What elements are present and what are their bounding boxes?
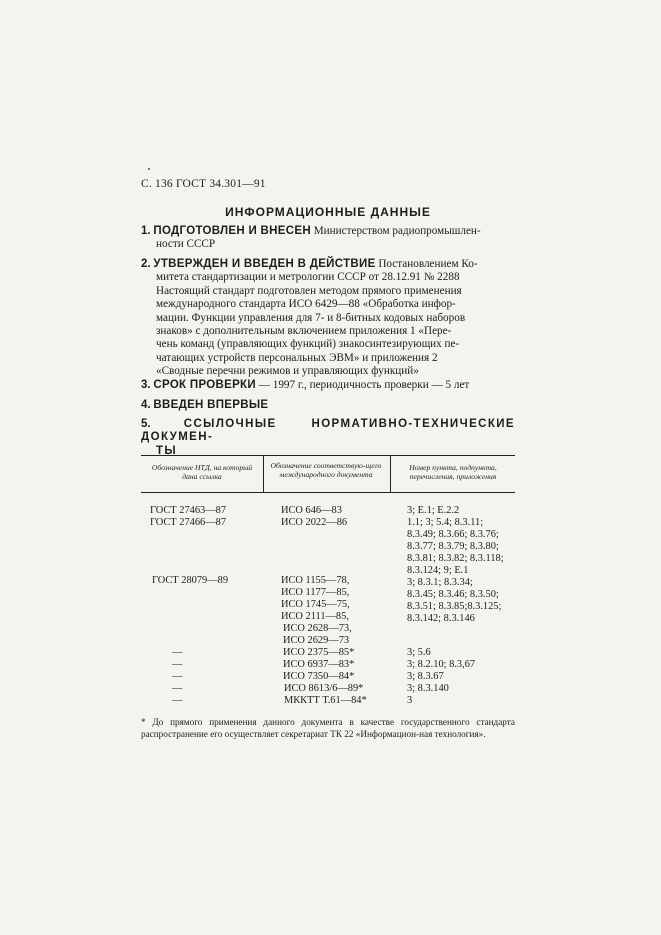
- item-number: 3.: [141, 379, 151, 391]
- item-number: 2.: [141, 258, 151, 270]
- table-cell-international: ИСО 6937—83*: [283, 659, 355, 670]
- table-cell-international: ИСО 2628—73,: [283, 623, 352, 634]
- item-text: знаков» с дополнительным включением приложения 1 «Пере-: [156, 325, 452, 338]
- item-4: [141, 399, 515, 412]
- table-cell-ntd: —: [172, 695, 183, 706]
- table-cell-ntd: —: [172, 671, 183, 682]
- footnote: * До прямого применения данного документа в качестве государственного стандарта распространение его осуществляет секретариат ТК 22 «Информацион-ная технология».: [141, 717, 515, 739]
- table-header-rule: [141, 492, 515, 493]
- item-text: чатающих устройств персональных ЭВМ» и приложения 2: [156, 351, 438, 364]
- item-text: митета стандартизации и метрологии СССР от 28.12.91 № 2288: [156, 271, 460, 284]
- table-cell-clause: 8.3.77; 8.3.79; 8.3.80;: [407, 541, 499, 552]
- table-cell-clause: 8.3.51; 8.3.85;8.3.125;: [407, 601, 502, 612]
- table-cell-clause: 3; Е.1; Е.2.2: [407, 505, 460, 516]
- table-cell-international: ИСО 1745—75,: [281, 599, 350, 610]
- table-header-clause: Номер пункта, подпункта, перечисления, приложения: [409, 463, 497, 481]
- scan-speck: [148, 168, 150, 170]
- table-header-ntd: Обозначение НТД, на который дана ссылка: [151, 463, 253, 481]
- section-title: ИНФОРМАЦИОННЫЕ ДАННЫЕ: [225, 205, 431, 219]
- table-cell-clause: 8.3.81; 8.3.82; 8.3.118;: [407, 553, 504, 564]
- table-cell-international: ИСО 2629—73: [283, 635, 350, 646]
- table-cell-ntd: —: [172, 659, 183, 670]
- table-cell-clause: 3; 8.3.67: [407, 671, 444, 682]
- table-column-divider: [263, 455, 264, 492]
- item-number: 1.: [141, 225, 151, 237]
- table-cell-international: ИСО 2375—85*: [283, 647, 355, 658]
- item-2: [141, 258, 515, 379]
- item-text: международного стандарта ИСО 6429—88 «Обработка инфор-: [156, 298, 456, 311]
- table-column-divider: [390, 455, 391, 492]
- item-keyword-continued: ТЫ: [156, 444, 178, 457]
- table-cell-clause: 8.3.45; 8.3.46; 8.3.50;: [407, 589, 499, 600]
- item-keyword: ПОДГОТОВЛЕН И ВНЕСЕН: [153, 225, 311, 237]
- table-cell-international: ИСО 7350—84*: [283, 671, 355, 682]
- table-cell-international: ИСО 646—83: [281, 505, 342, 516]
- page-header: С. 136 ГОСТ 34.301—91: [141, 178, 266, 190]
- item-text: ности СССР: [156, 238, 216, 251]
- item-text: чень команд (управляющих функций) знакосинтезирующих пе-: [156, 338, 460, 351]
- table-cell-clause: 3; 8.2.10; 8.3,67: [407, 659, 476, 670]
- table-cell-clause: 8.3.142; 8.3.146: [407, 613, 475, 624]
- table-cell-international: ИСО 8613/6—89*: [284, 683, 364, 694]
- table-cell-ntd: —: [172, 647, 183, 658]
- table-cell-ntd: ГОСТ 27466—87: [150, 517, 227, 528]
- item-text: мации. Функции управления для 7- и 8-битных кодовых наборов: [156, 311, 466, 324]
- table-cell-international: ИСО 1155—78,: [281, 575, 350, 586]
- table-cell-international: ИСО 2022—86: [281, 517, 348, 528]
- table-cell-ntd: ГОСТ 27463—87: [150, 505, 227, 516]
- item-keyword: УТВЕРЖДЕН И ВВЕДЕН В ДЕЙСТВИЕ: [153, 258, 376, 270]
- item-keyword: СРОК ПРОВЕРКИ: [153, 379, 256, 391]
- table-cell-international: МККТТ Т.61—84*: [284, 695, 367, 706]
- item-3: [141, 379, 515, 392]
- table-cell-international: ИСО 2111—85,: [281, 611, 349, 622]
- table-cell-clause: 3; 8.3.140: [407, 683, 449, 694]
- table-cell-clause: 8.3.49; 8.3.66; 8.3.76;: [407, 529, 499, 540]
- table-cell-international: ИСО 1177—85,: [281, 587, 350, 598]
- item-text: «Сводные перечни режимов и управляющих функций»: [156, 365, 419, 378]
- table-cell-clause: 1.1; 3; 5.4; 8.3.11;: [407, 517, 484, 528]
- item-text: Настоящий стандарт подготовлен методом прямого применения: [156, 284, 462, 297]
- table-top-rule: [141, 455, 515, 456]
- table-cell-clause: 3; 8.3.1; 8.3.34;: [407, 577, 473, 588]
- item-1: [141, 225, 515, 252]
- item-text: — 1997 г., периодичность проверки — 5 лет: [255, 379, 470, 391]
- item-keyword: ССЫЛОЧНЫЕ НОРМАТИВНО-ТЕХНИЧЕСКИЕ ДОКУМЕН-: [141, 418, 515, 444]
- item-keyword: ВВЕДЕН ВПЕРВЫЕ: [153, 399, 269, 411]
- item-text: Министерством радиопромышлен-: [310, 225, 481, 237]
- item-number: 4.: [141, 399, 151, 411]
- table-cell-ntd: —: [172, 683, 183, 694]
- table-cell-ntd: ГОСТ 28079—89: [152, 575, 229, 586]
- table-header-international: Обозначение соответствую-щего международного документа: [270, 461, 382, 479]
- table-cell-clause: 8.3.124; 9; Е.1: [407, 565, 469, 576]
- item-number: 5.: [141, 418, 151, 430]
- item-5: [141, 418, 515, 458]
- item-text: Постановлением Ко-: [375, 258, 478, 270]
- table-cell-clause: 3: [407, 695, 413, 706]
- table-cell-clause: 3; 5.6: [407, 647, 431, 658]
